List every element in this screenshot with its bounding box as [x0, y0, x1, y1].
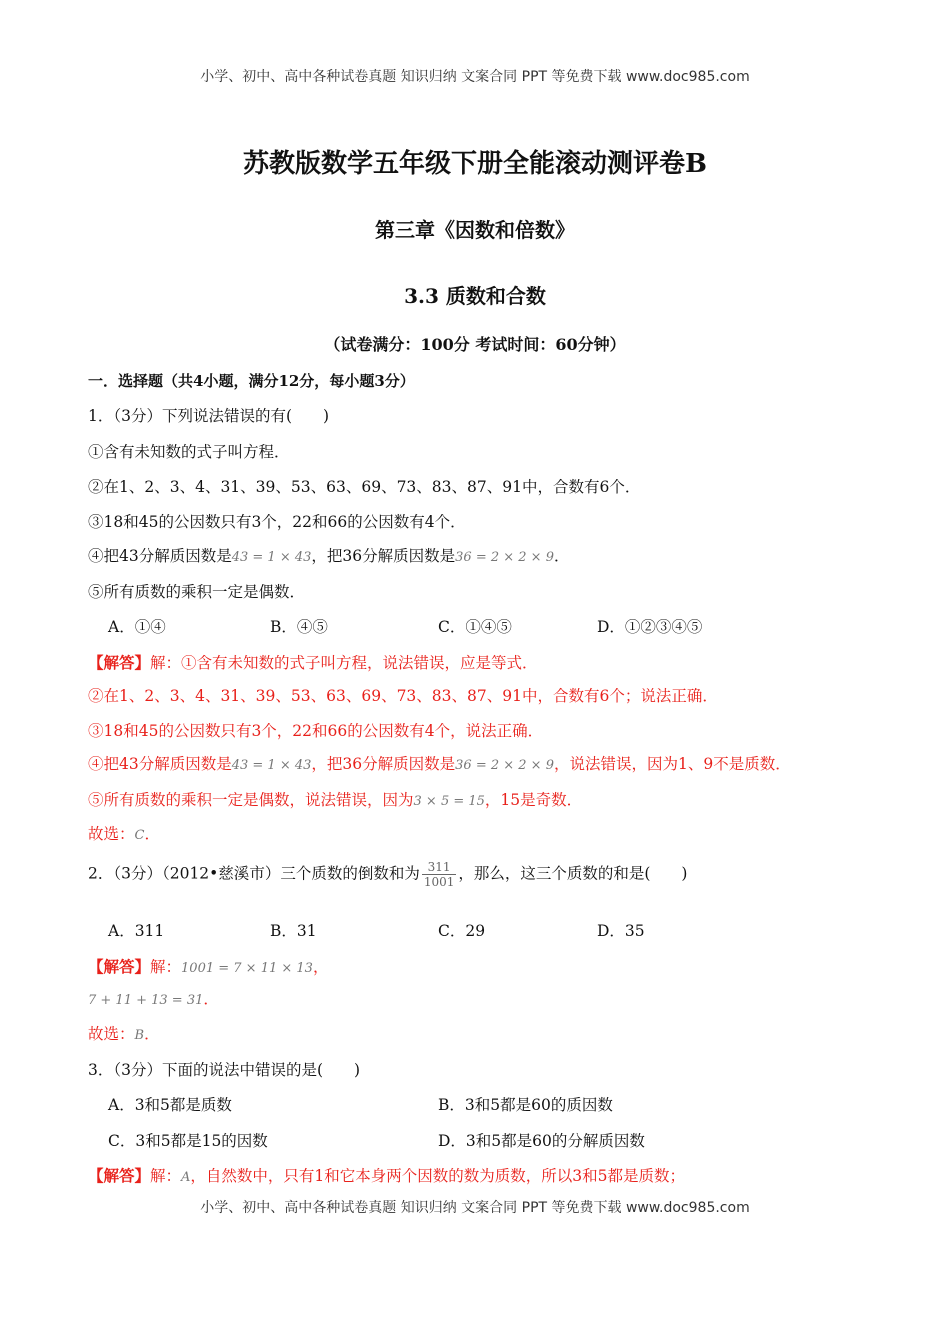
- choice-letter: B: [134, 1028, 145, 1043]
- q1-ans4-formula-1: 43 = 1 × 43: [231, 758, 312, 773]
- q1-answer-1-text: 解：①含有未知数的式子叫方程，说法错误，应是等式．: [150, 654, 538, 672]
- q2-option-b[interactable]: B．31: [270, 922, 317, 940]
- answer-tag: 【解答】: [88, 1166, 151, 1185]
- q1-statement-1: ①含有未知数的式子叫方程．: [88, 443, 290, 461]
- q2-option-d[interactable]: D．35: [597, 922, 645, 940]
- q1-ans5-text-b: ，15是奇数．: [484, 791, 583, 809]
- q1-ans4-text-a: ④把43分解质因数是: [88, 755, 232, 773]
- q2-stem-text-a: 2．（3分）（2012•慈溪市）三个质数的倒数和为: [88, 864, 420, 883]
- q3-answer-text: ，自然数中，只有1和它本身两个因数的数为质数，所以3和5都是质数；: [190, 1167, 686, 1185]
- q3-stem: 3．（3分）下面的说法中错误的是( ): [88, 1061, 361, 1079]
- q1-answer-3: ③18和45的公因数只有3个，22和66的公因数有4个，说法正确．: [88, 722, 544, 740]
- q2-answer-prefix: 解：: [150, 958, 182, 976]
- footer-banner: 小学、初中、高中各种试卷真题 知识归纳 文案合同 PPT 等免费下载 www.doc985.com: [200, 1200, 750, 1216]
- q1-ans5-text-a: ⑤所有质数的乘积一定是偶数，说法错误，因为: [88, 791, 414, 809]
- q1-choice: [88, 822, 160, 844]
- q3-answer-prefix: 解：: [150, 1167, 182, 1185]
- q1-option-a[interactable]: A．①④: [108, 618, 166, 636]
- q3-answer-1: [88, 1164, 685, 1186]
- q1-ans4-formula-2: 36 = 2 × 2 × 9: [455, 758, 554, 773]
- q1-statement-2: ②在1、2、3、4、31、39、53、63、69、73、83、87、91中，合数有6个．: [88, 478, 641, 496]
- choice-label: 故选：: [88, 825, 135, 843]
- q1-answer-5: [88, 788, 582, 810]
- q1-statement-4: [88, 544, 569, 566]
- q2-answer-sep: ，: [312, 958, 329, 976]
- q1-ans4-text-c: ，说法错误，因为1、9不是质数．: [553, 755, 791, 773]
- choice-end: ．: [144, 825, 160, 843]
- q1-statement-3: ③18和45的公因数只有3个，22和66的公因数有4个．: [88, 513, 466, 531]
- page-title: 苏教版数学五年级下册全能滚动测评卷B: [243, 149, 707, 179]
- q2-answer-1: [88, 955, 328, 977]
- q1-answer-4: [88, 752, 791, 774]
- q1-s4-formula-1: 43 = 1 × 43: [231, 550, 312, 565]
- q3-option-c[interactable]: C．3和5都是15的因数: [108, 1132, 268, 1150]
- header-banner: 小学、初中、高中各种试卷真题 知识归纳 文案合同 PPT 等免费下载 www.doc985.com: [200, 69, 750, 85]
- q2-fraction: [422, 860, 457, 889]
- q1-statement-5: ⑤所有质数的乘积一定是偶数．: [88, 583, 306, 601]
- q1-option-c[interactable]: C．①④⑤: [438, 618, 512, 636]
- q2-answer-formula-2: 7 + 11 + 13 = 31: [88, 993, 204, 1008]
- q1-ans5-formula: 3 × 5 = 15: [413, 794, 485, 809]
- q2-answer-2: [88, 987, 219, 1009]
- fraction-numerator: 311: [422, 860, 457, 875]
- fraction-denominator: 1001: [423, 875, 455, 889]
- q2-answer-formula-1: 1001 = 7 × 11 × 13: [181, 961, 313, 976]
- q1-s4-text-c: ．: [553, 547, 570, 565]
- q1-answer-2: ②在1、2、3、4、31、39、53、63、69、73、83、87、91中，合数有6个；说法正确．: [88, 687, 718, 705]
- q1-option-b[interactable]: B．④⑤: [270, 618, 328, 636]
- q1-s4-text-b: ，把36分解质因数是: [311, 547, 456, 565]
- q2-stem-text-b: ，那么，这三个质数的和是( ): [458, 864, 688, 883]
- q2-choice: [88, 1022, 160, 1044]
- choice-label: 故选：: [88, 1025, 135, 1043]
- q1-option-d[interactable]: D．①②③④⑤: [597, 618, 703, 636]
- q3-answer-letter: A: [181, 1170, 191, 1185]
- q3-option-a[interactable]: A．3和5都是质数: [108, 1096, 232, 1114]
- q2-stem: [88, 860, 687, 889]
- q3-option-b[interactable]: B．3和5都是60的质因数: [438, 1096, 613, 1114]
- section-title: 3.3 质数和合数: [404, 284, 546, 308]
- choice-letter: C: [134, 828, 145, 843]
- q1-s4-formula-2: 36 = 2 × 2 × 9: [455, 550, 554, 565]
- q1-ans4-text-b: ，把36分解质因数是: [311, 755, 456, 773]
- answer-tag: 【解答】: [88, 653, 151, 672]
- q3-option-d[interactable]: D．3和5都是60的分解质因数: [438, 1132, 645, 1150]
- q1-stem: 1．（3分）下列说法错误的有( ): [88, 407, 330, 425]
- answer-tag: 【解答】: [88, 957, 151, 976]
- q2-option-a[interactable]: A．311: [108, 922, 165, 940]
- choice-end: ．: [144, 1025, 160, 1043]
- q2-answer-end: ．: [203, 990, 219, 1008]
- q1-answer-1: [88, 651, 538, 673]
- q2-option-c[interactable]: C．29: [438, 922, 486, 940]
- part-heading: 一．选择题（共4小题，满分12分，每小题3分）: [88, 372, 415, 390]
- exam-meta: （试卷满分：100分 考试时间：60分钟）: [324, 335, 626, 354]
- q1-s4-text-a: ④把43分解质因数是: [88, 547, 232, 565]
- chapter-title: 第三章《因数和倍数》: [375, 218, 575, 242]
